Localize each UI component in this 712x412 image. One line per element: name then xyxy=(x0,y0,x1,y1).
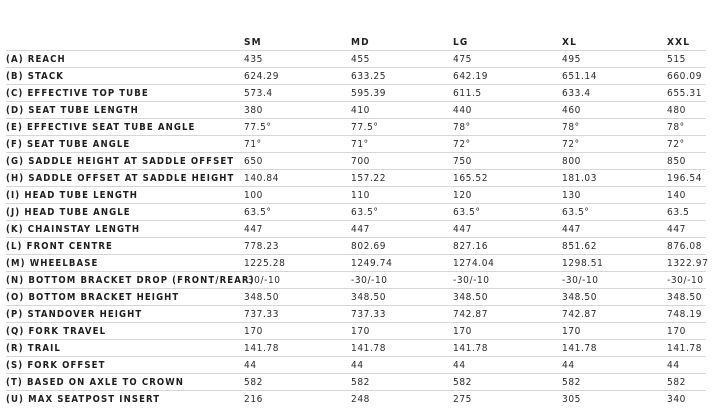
value-sm: 650 xyxy=(244,153,351,170)
geometry-table-header xyxy=(6,35,706,51)
value-sm: 380 xyxy=(244,102,351,119)
table-row xyxy=(6,340,706,357)
value-xl: 170 xyxy=(562,323,667,340)
value-sm: 63.5° xyxy=(244,204,351,221)
value-md: 348.50 xyxy=(351,289,453,306)
value-xxl: 340 xyxy=(667,393,686,405)
table-row xyxy=(6,102,706,119)
value-lg: 827.16 xyxy=(453,238,562,255)
value-xl: 348.50 xyxy=(562,289,667,306)
value-md: 157.22 xyxy=(351,170,453,187)
value-md: 44 xyxy=(351,357,453,374)
value-xxl: 141.78 xyxy=(667,340,706,357)
value-lg: 582 xyxy=(453,374,562,391)
value-sm: 100 xyxy=(244,187,351,204)
value-sm: 624.29 xyxy=(244,68,351,85)
table-row xyxy=(6,170,706,187)
value-lg: 275 xyxy=(453,393,472,405)
value-md: 77.5° xyxy=(351,119,453,136)
measurement-label: (E) EFFECTIVE SEAT TUBE ANGLE xyxy=(6,119,244,136)
measurement-label: (A) REACH xyxy=(6,51,244,68)
value-md: 455 xyxy=(351,51,453,68)
value-sm: 778.23 xyxy=(244,238,351,255)
table-row xyxy=(6,323,706,340)
measurement-label: (L) FRONT CENTRE xyxy=(6,238,244,255)
value-md: 737.33 xyxy=(351,306,453,323)
table-row xyxy=(6,374,706,391)
value-lg: 165.52 xyxy=(453,170,562,187)
value-md: 633.25 xyxy=(351,68,453,85)
size-header-sm: SM xyxy=(244,35,351,51)
value-xxl: 447 xyxy=(667,221,706,238)
measurement-label: (I) HEAD TUBE LENGTH xyxy=(6,187,244,204)
value-lg: 750 xyxy=(453,153,562,170)
value-lg: 348.50 xyxy=(453,289,562,306)
value-sm: 170 xyxy=(244,323,351,340)
value-xxl: 480 xyxy=(667,102,706,119)
table-row xyxy=(6,136,706,153)
value-xxl: 515 xyxy=(667,51,706,68)
value-sm: 71° xyxy=(244,136,351,153)
value-md: -30/-10 xyxy=(351,272,453,289)
value-md: 63.5° xyxy=(351,204,453,221)
value-lg: 1274.04 xyxy=(453,255,562,272)
value-sm: 216 xyxy=(244,393,263,405)
size-header-md: MD xyxy=(351,35,453,51)
value-lg: 72° xyxy=(453,136,562,153)
value-lg: 642.19 xyxy=(453,68,562,85)
table-row xyxy=(6,153,706,170)
measurement-label: (Q) FORK TRAVEL xyxy=(6,323,244,340)
value-lg: 44 xyxy=(453,357,562,374)
value-lg: 120 xyxy=(453,187,562,204)
value-lg: -30/-10 xyxy=(453,272,562,289)
measurement-label: (J) HEAD TUBE ANGLE xyxy=(6,204,244,221)
value-lg: 742.87 xyxy=(453,306,562,323)
value-md: 447 xyxy=(351,221,453,238)
value-xxl: 72° xyxy=(667,136,706,153)
value-xl: 44 xyxy=(562,357,667,374)
value-lg: 447 xyxy=(453,221,562,238)
value-xl: 800 xyxy=(562,153,667,170)
value-xxl: 63.5 xyxy=(667,204,706,221)
value-xl: 447 xyxy=(562,221,667,238)
value-sm: 1225.28 xyxy=(244,255,351,272)
value-xl: 1298.51 xyxy=(562,255,667,272)
value-md: 110 xyxy=(351,187,453,204)
value-md: 141.78 xyxy=(351,340,453,357)
table-row xyxy=(6,85,706,102)
value-xxl: 660.09 xyxy=(667,68,706,85)
value-lg: 63.5° xyxy=(453,204,562,221)
measurement-label: (H) SADDLE OFFSET AT SADDLE HEIGHT xyxy=(6,170,244,187)
value-sm: 447 xyxy=(244,221,351,238)
value-lg: 78° xyxy=(453,119,562,136)
measurement-label: (O) BOTTOM BRACKET HEIGHT xyxy=(6,289,244,306)
value-xl: -30/-10 xyxy=(562,272,667,289)
value-xxl: 348.50 xyxy=(667,289,706,306)
measurement-label: (S) FORK OFFSET xyxy=(6,357,244,374)
value-md: 595.39 xyxy=(351,85,453,102)
table-row xyxy=(6,187,706,204)
table-row xyxy=(6,238,706,255)
table-row xyxy=(6,357,706,374)
value-sm: 141.78 xyxy=(244,340,351,357)
table-row xyxy=(6,68,706,85)
size-header-lg: LG xyxy=(453,35,562,51)
header-label-column xyxy=(6,35,244,51)
value-md: 170 xyxy=(351,323,453,340)
measurement-label: (C) EFFECTIVE TOP TUBE xyxy=(6,85,244,102)
value-xxl: -30/-10 xyxy=(667,272,706,289)
measurement-label: (T) BASED ON AXLE TO CROWN xyxy=(6,374,244,391)
value-xl: 851.62 xyxy=(562,238,667,255)
value-xl: 633.4 xyxy=(562,85,667,102)
table-row xyxy=(6,51,706,68)
table-row xyxy=(6,289,706,306)
geometry-table-body xyxy=(6,51,709,408)
value-xl: 495 xyxy=(562,51,667,68)
value-lg: 475 xyxy=(453,51,562,68)
value-md: 802.69 xyxy=(351,238,453,255)
value-xl: 63.5° xyxy=(562,204,667,221)
value-xxl: 78° xyxy=(667,119,706,136)
measurement-label: (K) CHAINSTAY LENGTH xyxy=(6,221,244,238)
measurement-label: (U) MAX SEATPOST INSERT xyxy=(6,393,161,405)
size-header-xl: XL xyxy=(562,35,667,51)
value-sm: 573.4 xyxy=(244,85,351,102)
table-row xyxy=(6,221,706,238)
value-lg: 611.5 xyxy=(453,85,562,102)
value-xl: 181.03 xyxy=(562,170,667,187)
value-md: 248 xyxy=(351,393,370,405)
value-xxl: 582 xyxy=(667,374,706,391)
value-sm: 737.33 xyxy=(244,306,351,323)
table-row xyxy=(6,119,706,136)
value-md: 1249.74 xyxy=(351,255,453,272)
value-sm: 435 xyxy=(244,51,351,68)
value-sm: 77.5° xyxy=(244,119,351,136)
measurement-label: (M) WHEELBASE xyxy=(6,255,244,272)
value-xl: 130 xyxy=(562,187,667,204)
value-xl: 141.78 xyxy=(562,340,667,357)
measurement-label: (G) SADDLE HEIGHT AT SADDLE OFFSET xyxy=(6,153,244,170)
value-md: 71° xyxy=(351,136,453,153)
value-md: 410 xyxy=(351,102,453,119)
value-xl: 582 xyxy=(562,374,667,391)
measurement-label: (P) STANDOVER HEIGHT xyxy=(6,306,244,323)
table-row xyxy=(6,255,706,272)
value-xl: 742.87 xyxy=(562,306,667,323)
geometry-table xyxy=(6,35,709,407)
value-xxl: 850 xyxy=(667,153,706,170)
value-sm: 582 xyxy=(244,374,351,391)
value-sm: -30/-10 xyxy=(244,272,351,289)
value-lg: 170 xyxy=(453,323,562,340)
value-xxl: 44 xyxy=(667,357,706,374)
measurement-label: (F) SEAT TUBE ANGLE xyxy=(6,136,244,153)
header-row xyxy=(6,35,706,51)
value-xl: 651.14 xyxy=(562,68,667,85)
value-xl: 78° xyxy=(562,119,667,136)
value-md: 700 xyxy=(351,153,453,170)
value-sm: 140.84 xyxy=(244,170,351,187)
value-sm: 44 xyxy=(244,357,351,374)
value-xxl: 196.54 xyxy=(667,170,706,187)
table-row xyxy=(6,306,706,323)
size-header-xxl: XXL xyxy=(667,35,706,51)
measurement-label: (B) STACK xyxy=(6,68,244,85)
value-lg: 440 xyxy=(453,102,562,119)
value-xxl: 748.19 xyxy=(667,306,706,323)
table-row xyxy=(6,204,706,221)
value-lg: 141.78 xyxy=(453,340,562,357)
value-xxl: 1322.97 xyxy=(667,255,706,272)
value-sm: 348.50 xyxy=(244,289,351,306)
value-xl: 72° xyxy=(562,136,667,153)
measurement-label: (D) SEAT TUBE LENGTH xyxy=(6,102,244,119)
table-row xyxy=(6,391,706,408)
value-xl: 460 xyxy=(562,102,667,119)
table-row xyxy=(6,272,706,289)
measurement-label: (N) BOTTOM BRACKET DROP (FRONT/REAR) xyxy=(6,272,244,289)
value-md: 582 xyxy=(351,374,453,391)
value-xxl: 876.08 xyxy=(667,238,706,255)
measurement-label: (R) TRAIL xyxy=(6,340,244,357)
value-xl: 305 xyxy=(562,393,581,405)
value-xxl: 170 xyxy=(667,323,706,340)
value-xxl: 655.31 xyxy=(667,85,706,102)
value-xxl: 140 xyxy=(667,187,706,204)
